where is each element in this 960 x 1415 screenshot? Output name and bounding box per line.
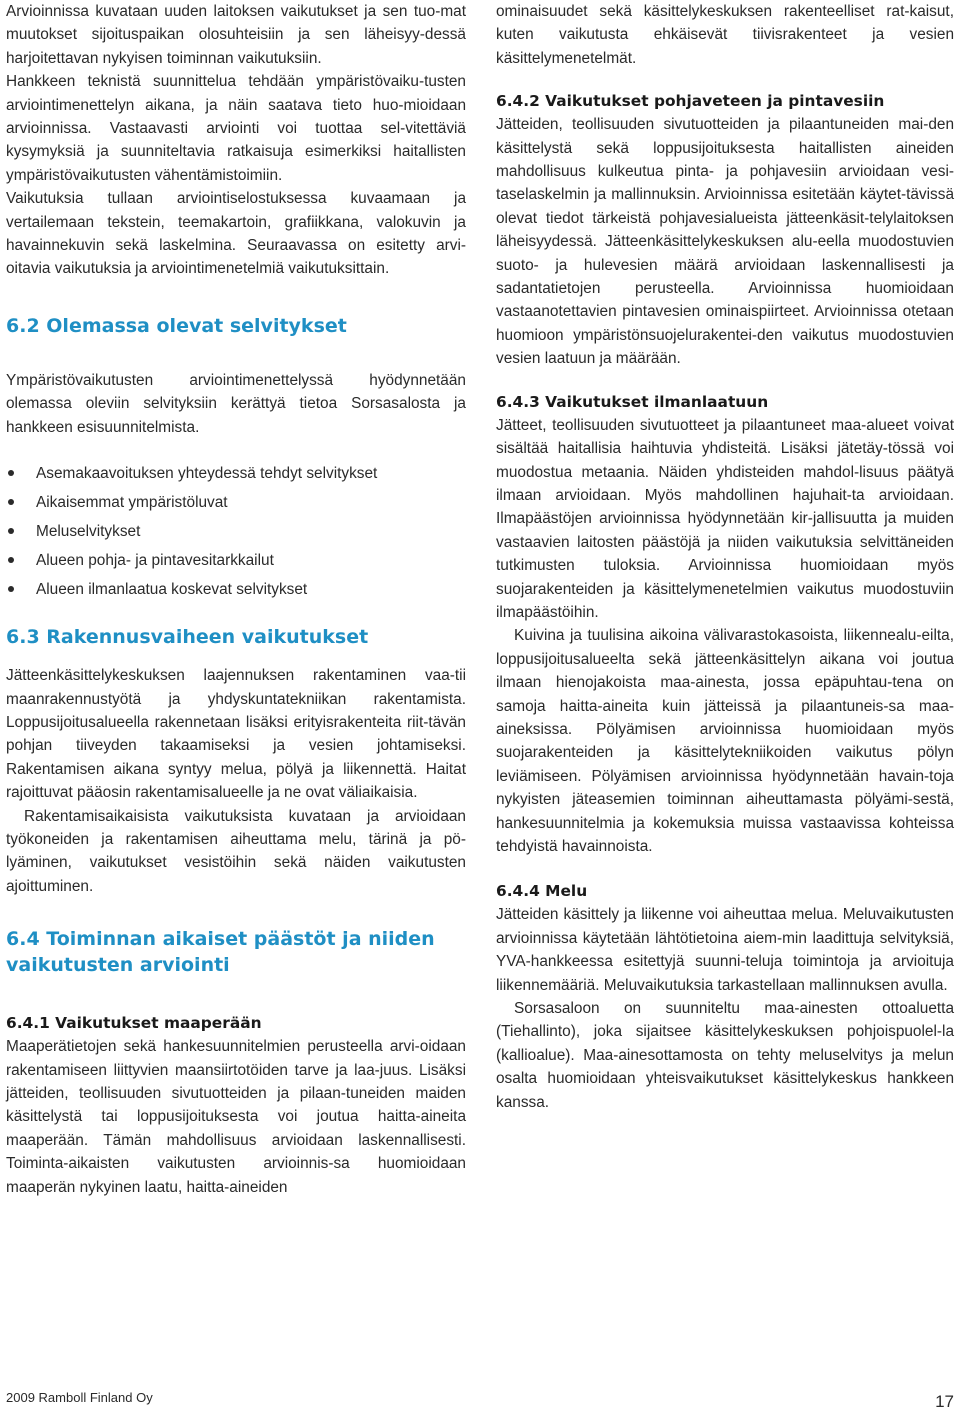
intro-paragraph-1: Arvioinnissa kuvataan uuden laitoksen vaikutukset ja sen tuo-mat muutokset sijoituspaikan olosuhteisiin ja sen läheisyy-dessä harjoitettavan nykyisen toiminnan vaikutuksiin. [6,3,466,67]
list-item: Alueen ilmanlaatua koskevat selvitykset [6,575,466,604]
section-6-4-3-heading: 6.4.3 Vaikutukset ilmanlaatuun [496,392,769,411]
intro-paragraph-2: Hankkeen teknistä suunnittelua tehdään ympäristövaiku-tusten arviointimenettelyn aikana, ja näin saatava tieto huo-mioidaan arvioinnissa. Vastaavasti arviointi voi tuottaa sel-vitettäviä kysymyksiä ja suunniteltavia ratkaisuja esimerkiksi haitallisten ympäristövaikutusten vähentämistoimiin. [6,73,466,184]
section-6-4-2-heading: 6.4.2 Vaikutukset pohjaveteen ja pintavesiin [496,92,885,111]
right-column [496,0,954,1114]
section-6-4-3-paragraph-1: Jätteet, teollisuuden sivutuotteet ja pilaantuneet maa-alueet voivat sisältää haitallisia haihtuvia yhdisteitä. Lisäksi jätetäy-tössä voi muodostua metaania. Näiden yhdisteiden mahdol-lisuus päätyä ilmaan arvioidaan. Myös mahdollinen hajuhait-ta arvioidaan. Ilmapäästöjen arvioinnissa hyödynnetään kir-jallisuutta ja muiden vastaavien laitosten päästöjä ja niiden vaikutuksia selvittäneiden tutkimusten tuloksia. Arvioinnissa huomioidaan myös suojarakenteiden ja käsittelymenetelmien vaikutus muodostuviin ilmapäästöihin. [496,416,954,621]
section-6-2-heading: 6.2 Olemassa olevat selvitykset [6,314,347,337]
section-6-4-heading: 6.4 Toiminnan aikaiset päästöt ja niiden vaikutusten arviointi [6,928,435,977]
section-6-3-heading: 6.3 Rakennusvaiheen vaikutukset [6,626,369,649]
bullet-icon [8,557,14,563]
list-item: Meluselvitykset [6,517,466,546]
list-item: Aikaisemmat ympäristöluvat [6,488,466,517]
section-6-4-1-heading: 6.4.1 Vaikutukset maaperään [6,1014,262,1033]
left-column [6,0,466,1199]
bullet-icon [8,499,14,505]
continued-paragraph: ominaisuudet sekä käsittelykeskuksen rakenteelliset rat-kaisut, kuten vaikutusta ehkäisevät tiivisrakenteet ja vesien käsittelymenetelmät. [496,3,954,67]
section-6-4-4-paragraph-1: Jätteiden käsittely ja liikenne voi aiheuttaa melua. Meluvaikutusten arvioinnissa käytetään lähtötietoina aiem-min laadittuja selvityksiä, YVA-hankkeessa esitettyjä suunni-teluja toimintoja ja arvioituja liikennemääriä. Meluvaikutuksia tarkastellaan mallinnuksen avulla. [496,906,954,994]
existing-surveys-list [6,459,466,604]
bullet-icon [8,586,14,592]
section-6-4-1-body: Maaperätietojen sekä hankesuunnitelmien perusteella arvi-oidaan rakentamiseen liittyvien maansiirtotöiden tarve ja laa-juus. Lisäksi jätteiden, teollisuuden sivutuotteiden ja pilaan-tuneiden maiden käsittelystä tai loppusijoituksesta voi joutua haitta-aineita maaperään. Tämän mahdollisuus arvioidaan laskennallisesti. Toiminta-aikaisten vaikutusten arvioinnis-sa huomioidaan maaperän nykyinen laatu, haitta-aineiden [6,1038,466,1196]
section-6-3-paragraph-2: Rakentamisaikaisista vaikutuksista kuvataan ja arvioidaan työkoneiden ja rakentamisen aiheuttama melu, tärinä ja pö-lyäminen, vaikutukset vesistöihin sekä näiden vaikutusten ajoittuminen. [6,807,466,895]
intro-paragraph-3: Vaikutuksia tullaan arviointiselostuksessa kuvaamaan ja vertailemaan tekstein, teemakartoin, grafiikkana, valokuvin ja havainnekuvin sekä laskelmina. Seuraavassa on esitetty arvi-oitavia vaikutuksia ja arviointimenetelmiä vaikutuksittain. [6,190,466,278]
section-6-4-4-paragraph-2: Sorsasaloon on suunniteltu maa-ainesten ottoaluetta (Tiehallinto), joka sijaitsee käsittelykeskuksen pohjoispuolel-la (kallioalue). Maa-ainesottamosta on tehty meluselvitys ja melun osalta huomioidaan yhteisvaikutukset käsittelykeskus hankkeen kanssa. [496,1000,954,1111]
bullet-icon [8,528,14,534]
section-6-2-body: Ympäristövaikutusten arviointimenettelyssä hyödynnetään olemassa oleviin selvityksiin kerättyä tietoa Sorsasalosta ja hankkeen esisuunnitelmista. [6,371,466,436]
section-6-4-2-body: Jätteiden, teollisuuden sivutuotteiden ja pilaantuneiden mai-den käsittelystä sekä loppusijoituksesta haitallisten aineiden mahdollisuus kulkeutua pinta- ja pohjavesiin arvioidaan vesi-taselaskelmin ja mallinnuksin. Arvioinnissa esitetään käytet-tävissä olevat tiedot tärkeistä pohjavesialueista jätteenkäsit-telylaitoksen läheisyydessä. Jätteenkäsittelykeskuksen alu-eella muodostuvien suoto- ja hulevesien määrä arvioidaan laskennallisesti ja sadantatietojen perusteella. Arvioinnissa huomioidaan vastaanotettavien pintavesien ominaispiirteet. Arvioinnissa otetaan huomioon ympäristönsuojelurakentei-den vaikutus muodostuvien vesien laatuun ja määrään. [496,116,954,368]
list-item: Asemakaavoituksen yhteydessä tehdyt selvitykset [6,459,466,488]
section-6-4-3-paragraph-2: Kuivina ja tuulisina aikoina välivarastokasoista, liikennealu-eilta, loppusijoitusalueelta sekä jätteenkäsittelyn aikana voi joutua ilmaan hienojakoista maa-ainesta, jossa epäpuhtau-tena on samoja haitta-aineita kuin jätteissä ja pilaantuneis-sa maa-aineksissa. Pölyämisen arvioinnissa huomioidaan myös suojarakenteiden ja käsittelytekniikoiden vaikutus pölyn leviämiseen. Pölyämisen arvioinnissa hyödynnetään havain-toja nykyisten jäteasemien toiminnan aiheuttamasta pölyämi-sestä, hankesuunnitelmia ja kokemuksia muissa vastaavissa kohteissa tehdyistä havainnoista. [496,627,954,855]
page-number: 17 [935,1392,954,1411]
list-item: Alueen pohja- ja pintavesitarkkailut [6,546,466,575]
footer-company: 2009 Ramboll Finland Oy [6,1390,153,1405]
bullet-icon [8,470,14,476]
section-6-4-4-heading: 6.4.4 Melu [496,882,588,901]
section-6-3-paragraph-1: Jätteenkäsittelykeskuksen laajennuksen rakentaminen vaa-tii maanrakennustyötä ja yhdyskuntatekniikan rakentamista. Loppusijoitusalueella rakennetaan lisäksi erityisrakenteita riit-tävän pohjan tiiveyden takaamiseksi ja vesien johtamiseksi. Rakentamisen aikana syntyy melua, pölyä ja liikennettä. Haitat rajoittuvat pääosin rakentamisalueelle ja ne ovat väliaikaisia. [6,667,466,802]
